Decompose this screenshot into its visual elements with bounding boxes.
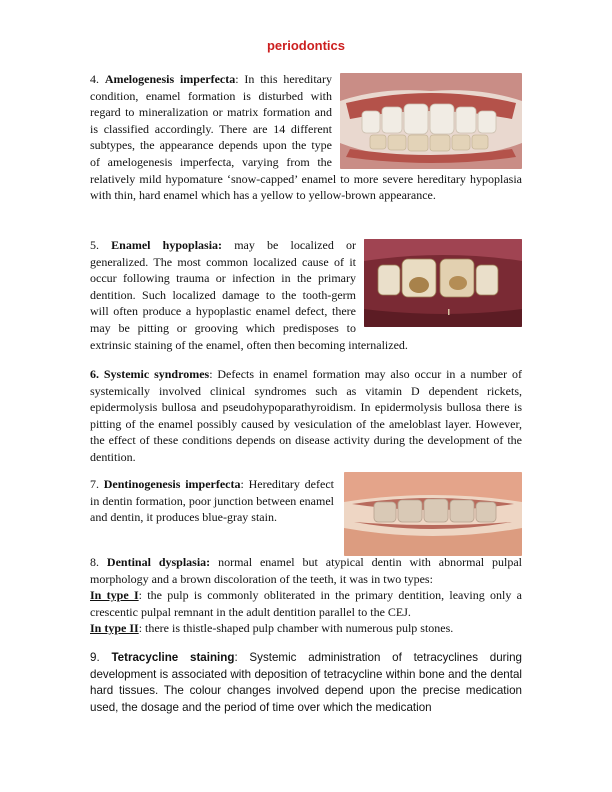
section-paragraph [90, 650, 522, 716]
section-text: : Hereditary defect in dentin formation, poor junction between enamel and dentin, it produces blue-gray stain. [90, 477, 334, 525]
type2-text: : there is thistle-shaped pulp chamber with numerous pulp stones. [138, 621, 454, 636]
section-number: 5. [90, 238, 99, 252]
enamel-hypoplasia-photo [364, 239, 522, 327]
section-text: : Systemic administration of tetracyclines during development is associated with deposition of tetracycline within bone and the dental hard tissues. The colour changes involved depend upon the precise medication used, the dosage and the period of time over which the medication [90, 651, 522, 714]
type1-label: In type I [90, 588, 139, 603]
section-number: 8. [90, 555, 99, 569]
section-text: normal enamel but atypical dentin with abnormal pulpal morphology and a brown discoloration of the teeth, it was in two types: [90, 555, 522, 586]
section-heading: Systemic syndromes [103, 367, 210, 381]
section-heading: Amelogenesis imperfecta [104, 72, 236, 86]
section-text: : In this hereditary condition, enamel formation is disturbed with regard to mineralization or matrix formation and is classified accordingly. There are 14 different subtypes, the appearance depends upon the type of amelogenesis imperfecta, varying from the relatively mild hypomature ‘snow-capped’ enamel to more severe hereditary hypoplasia with thin, hard enamel which has a yellow to yellow-brown appearance. [90, 72, 522, 203]
section-number: 9. [90, 651, 100, 664]
section-tetracycline-staining [90, 650, 522, 716]
section-dentinogenesis-imperfecta [90, 476, 522, 556]
section-number: 4. [90, 72, 99, 86]
section-amelogenesis-imperfecta [90, 71, 522, 204]
section-heading: Enamel hypoplasia: [111, 238, 223, 252]
section-text: may be localized or generalized. The most common localized cause of it occur following trauma or infection in the primary dentition. Such localized damage to the tooth-germ will often produce a hypoplastic enamel defect, there may be pitting or grooving which predisposes to extrinsic staining of the enamel, often then becoming internalized. [90, 238, 408, 352]
section-heading: Tetracycline staining [111, 651, 235, 664]
section-systemic-syndromes [90, 366, 522, 466]
section-dentinal-dysplasia [90, 554, 522, 637]
section-heading: Dentinogenesis imperfecta [103, 477, 241, 491]
section-text: : Defects in enamel formation may also occur in a number of systemically involved clinical syndromes such as vitamin D dependent rickets, epidermolysis bullosa and pseudohypoparathyroidism. In epidermolysis bullosa there is pitting of the enamel possibly caused by vesiculation of the ameloblast layer. However, the effect of these conditions depends on disease activity during the development of the dentition. [90, 367, 522, 464]
type2-label: In type II [90, 621, 139, 636]
section-number: 7. [90, 477, 99, 491]
page-title: periodontics [266, 38, 345, 53]
type1-text: : the pulp is commonly obliterated in the primary dentition, leaving only a crescentic pulpal remnant in the adult dentition parallel to the CEJ. [90, 588, 522, 619]
section-paragraph [90, 554, 522, 637]
amelogenesis-imperfecta-photo [340, 73, 522, 169]
section-number: 6. [90, 367, 99, 381]
section-heading: Dentinal dysplasia: [106, 555, 211, 569]
dentinogenesis-imperfecta-photo [344, 472, 522, 556]
section-enamel-hypoplasia [90, 237, 522, 353]
section-paragraph [90, 366, 522, 466]
